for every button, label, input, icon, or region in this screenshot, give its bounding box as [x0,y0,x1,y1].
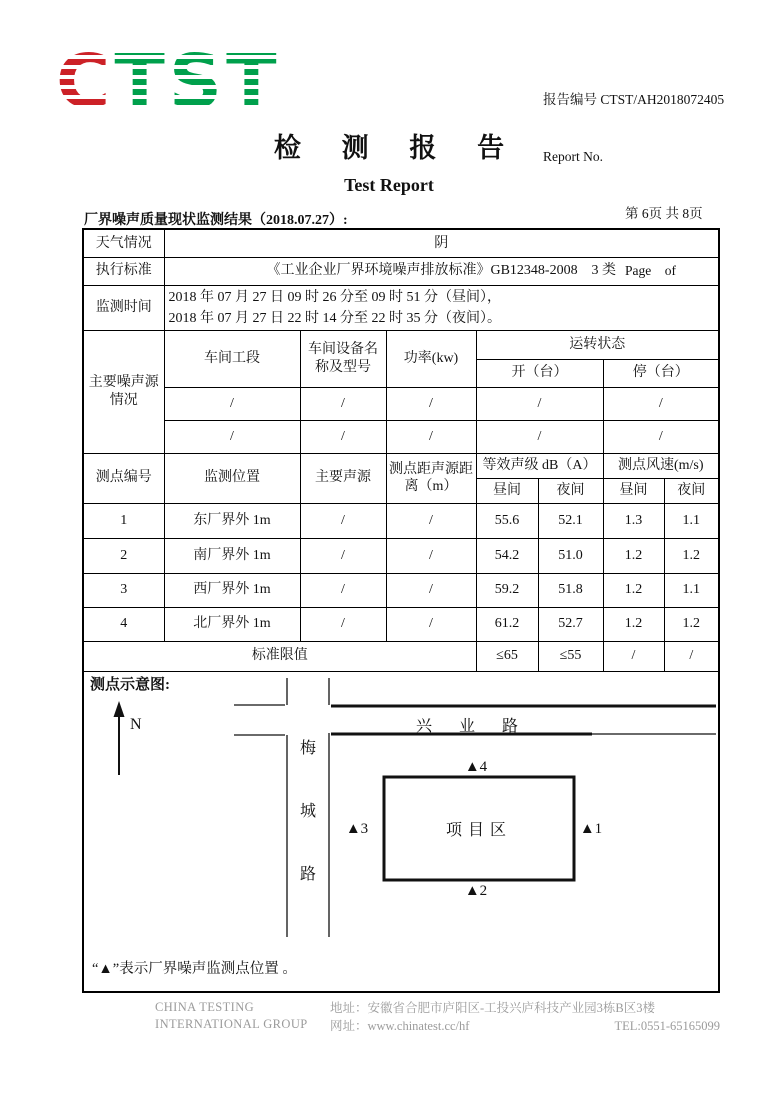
cell: / [386,503,476,538]
col-off: 停（台） [603,359,719,387]
footer-contact [330,999,720,1035]
cell: / [300,538,386,573]
col-on: 开（台） [476,359,603,387]
cell: / [164,420,300,453]
measure-point-3: ▲3 [345,820,369,837]
measure-point-4: ▲4 [464,758,488,775]
cell: / [386,573,476,607]
cell: 西厂界外 1m [164,573,300,607]
cell: / [386,538,476,573]
col-wind-speed: 测点风速(m/s) [603,453,719,478]
cell: / [386,387,476,420]
table-row [83,330,719,359]
time-label: 监测时间 [83,285,164,330]
col-power: 功率(kw) [386,330,476,387]
project-area-label: 项目区 [445,821,513,839]
logo-letters-tst: TST [114,39,281,125]
table-row [83,453,719,478]
north-label: N [130,715,142,733]
cell: 59.2 [476,573,538,607]
cell: / [300,573,386,607]
col-location: 监测位置 [164,453,300,503]
table-row [83,503,719,538]
cell: / [603,420,719,453]
cell: 61.2 [476,607,538,641]
standard-value: 《工业企业厂界环境噪声排放标准》GB12348-2008 3 类 [164,257,719,285]
site-diagram-cell [83,671,719,992]
page-number-en: Page of [625,263,676,278]
cell: 3 [83,573,164,607]
cell: 51.0 [538,538,603,573]
cell: / [386,607,476,641]
cell: 2 [83,538,164,573]
col-workshop: 车间工段 [164,330,300,387]
col-day: 昼间 [476,478,538,503]
cell: 51.8 [538,573,603,607]
time-value [164,285,719,330]
footer-company-line1: CHINA TESTING [155,1000,255,1014]
cell: 1.2 [664,538,719,573]
limit-night-level: ≤55 [538,641,603,671]
table-row [83,573,719,607]
col-day: 昼间 [603,478,664,503]
measure-point-2: ▲2 [464,882,488,899]
weather-value: 阴 [164,229,719,257]
report-number-en: Report No. [543,149,603,164]
cell: / [164,387,300,420]
limit-day-wind: / [603,641,664,671]
cell: 52.1 [538,503,603,538]
table-row [83,538,719,573]
col-night: 夜间 [538,478,603,503]
standard-label: 执行标准 [83,257,164,285]
table-row [83,607,719,641]
col-noise-level: 等效声级 dB（A） [476,453,603,478]
vertical-road-char-1: 梅 [299,739,317,757]
cell: 1.2 [603,538,664,573]
diagram-title: 测点示意图: [90,676,170,693]
cell: / [476,387,603,420]
cell: 52.7 [538,607,603,641]
col-point-id: 测点编号 [83,453,164,503]
weather-label: 天气情况 [83,229,164,257]
noise-source-label: 主要噪声源情况 [83,330,164,453]
table-row [83,387,719,420]
footer-website: 网址：www.chinatest.cc/hf [330,1019,470,1033]
limit-day-level: ≤65 [476,641,538,671]
cell: 1.2 [603,573,664,607]
footer-tel: TEL:0551-65165099 [614,1019,720,1033]
section-heading: 厂界噪声质量现状监测结果（2018.07.27）: [84,213,348,228]
col-night: 夜间 [664,478,719,503]
limit-label: 标准限值 [83,641,476,671]
col-device: 车间设备名称及型号 [300,330,386,387]
cell: 1.1 [664,573,719,607]
cell: 东厂界外 1m [164,503,300,538]
cell: 54.2 [476,538,538,573]
table-row [83,420,719,453]
cell: 1.2 [664,607,719,641]
north-arrow-icon [114,701,125,775]
footer-company [155,999,308,1033]
cell: / [300,420,386,453]
ctst-logo [56,39,281,125]
document-subtitle: Test Report [344,175,434,195]
limit-night-wind: / [664,641,719,671]
footer-company-line2: INTERNATIONAL GROUP [155,1017,308,1031]
site-diagram [86,673,722,990]
cell: 1 [83,503,164,538]
vertical-road-char-2: 城 [299,802,317,820]
col-main-source: 主要声源 [300,453,386,503]
cell: 北厂界外 1m [164,607,300,641]
cell: / [300,607,386,641]
cell: 1.3 [603,503,664,538]
footer-address: 地址：安徽省合肥市庐阳区-工投兴庐科技产业园3栋B区3楼 [330,1001,656,1015]
report-number: 报告编号 CTST/AH2018072405 [543,92,725,107]
table-row [83,257,719,285]
cell: 南厂界外 1m [164,538,300,573]
document-title: 检 测 报 告 [273,133,522,163]
cell: / [476,420,603,453]
cell: 55.6 [476,503,538,538]
measure-point-1: ▲1 [579,820,603,837]
cell: / [386,420,476,453]
table-row [83,229,719,257]
col-status: 运转状态 [476,330,719,359]
col-distance: 测点距声源距离（m） [386,453,476,503]
cell: 4 [83,607,164,641]
table-row [83,671,719,992]
time-line-night: 2018 年 07 月 27 日 22 时 14 分至 22 时 35 分（夜间）。 [168,310,501,326]
cell: 1.1 [664,503,719,538]
page-number-cn: 第 6页 共 8页 [625,206,703,221]
vertical-road-char-3: 路 [299,865,317,883]
cell: / [300,503,386,538]
diagram-note: “▲”表示厂界噪声监测点位置 。 [92,960,297,977]
cell: / [300,387,386,420]
table-row [83,285,719,330]
cell: / [603,387,719,420]
cell: 1.2 [603,607,664,641]
logo-letter-c: C [56,39,115,125]
horizontal-road-label: 兴业路 [416,717,546,735]
table-row [83,641,719,671]
monitoring-results-table [82,228,720,993]
time-line-day: 2018 年 07 月 27 日 09 时 26 分至 09 时 51 分（昼间）， [168,289,501,305]
